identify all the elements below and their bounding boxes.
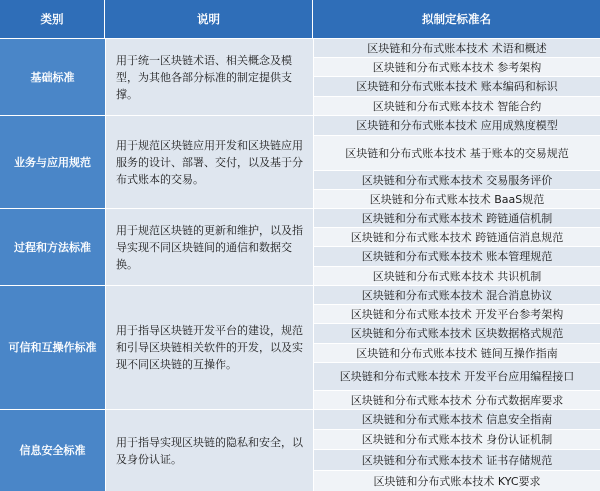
standard-item: 区块链和分布式账本技术 术语和概述 [313, 38, 600, 57]
header-standard-name: 拟制定标准名 [313, 0, 600, 38]
standard-item: 区块链和分布式账本技术 跨链通信机制 [313, 208, 600, 227]
category-cell: 过程和方法标准 [0, 208, 105, 285]
standard-item: 区块链和分布式账本技术 链间互操作指南 [313, 343, 600, 362]
standard-item: 区块链和分布式账本技术 账本管理规范 [313, 246, 600, 266]
description-cell: 用于规范区块链应用开发和区块链应用服务的设计、部署、交付，以及基于分布式账本的交易。 [105, 115, 313, 208]
standard-item: 区块链和分布式账本技术 智能合约 [313, 96, 600, 115]
description-cell: 用于指导区块链开发平台的建设，规范和引导区块链相关软件的开发，以及实现不同区块链的互操作。 [105, 285, 313, 409]
description-cell: 用于统一区块链术语、相关概念及模型，为其他各部分标准的制定提供支撑。 [105, 38, 313, 115]
description-cell: 用于指导实现区块链的隐私和安全，以及身份认证。 [105, 409, 313, 491]
header-category: 类别 [0, 0, 105, 38]
category-cell: 业务与应用规范 [0, 115, 105, 208]
standard-item: 区块链和分布式账本技术 参考架构 [313, 57, 600, 76]
standard-item: 区块链和分布式账本技术 开发平台应用编程接口 [313, 362, 600, 390]
standard-item: 区块链和分布式账本技术 信息安全指南 [313, 409, 600, 429]
standard-item: 区块链和分布式账本技术 交易服务评价 [313, 170, 600, 189]
standard-item: 区块链和分布式账本技术 跨链通信消息规范 [313, 227, 600, 246]
standard-item: 区块链和分布式账本技术 基于账本的交易规范 [313, 135, 600, 170]
standard-item: 区块链和分布式账本技术 区块数据格式规范 [313, 323, 600, 343]
standard-item: 区块链和分布式账本技术 证书存储规范 [313, 449, 600, 470]
standard-item: 区块链和分布式账本技术 账本编码和标识 [313, 76, 600, 96]
standard-item: 区块链和分布式账本技术 共识机制 [313, 266, 600, 285]
description-cell: 用于规范区块链的更新和维护，以及指导实现不同区块链间的通信和数据交换。 [105, 208, 313, 285]
category-cell: 可信和互操作标准 [0, 285, 105, 409]
standard-item: 区块链和分布式账本技术 开发平台参考架构 [313, 304, 600, 323]
standard-item: 区块链和分布式账本技术 应用成熟度模型 [313, 115, 600, 135]
standard-item: 区块链和分布式账本技术 混合消息协议 [313, 285, 600, 304]
standard-item: 区块链和分布式账本技术 身份认证机制 [313, 429, 600, 449]
standard-item: 区块链和分布式账本技术 分布式数据库要求 [313, 390, 600, 409]
category-cell: 信息安全标准 [0, 409, 105, 491]
standard-item: 区块链和分布式账本技术 KYC要求 [313, 470, 600, 491]
header-description: 说明 [105, 0, 313, 38]
category-cell: 基础标准 [0, 38, 105, 115]
standard-item: 区块链和分布式账本技术 BaaS规范 [313, 189, 600, 208]
